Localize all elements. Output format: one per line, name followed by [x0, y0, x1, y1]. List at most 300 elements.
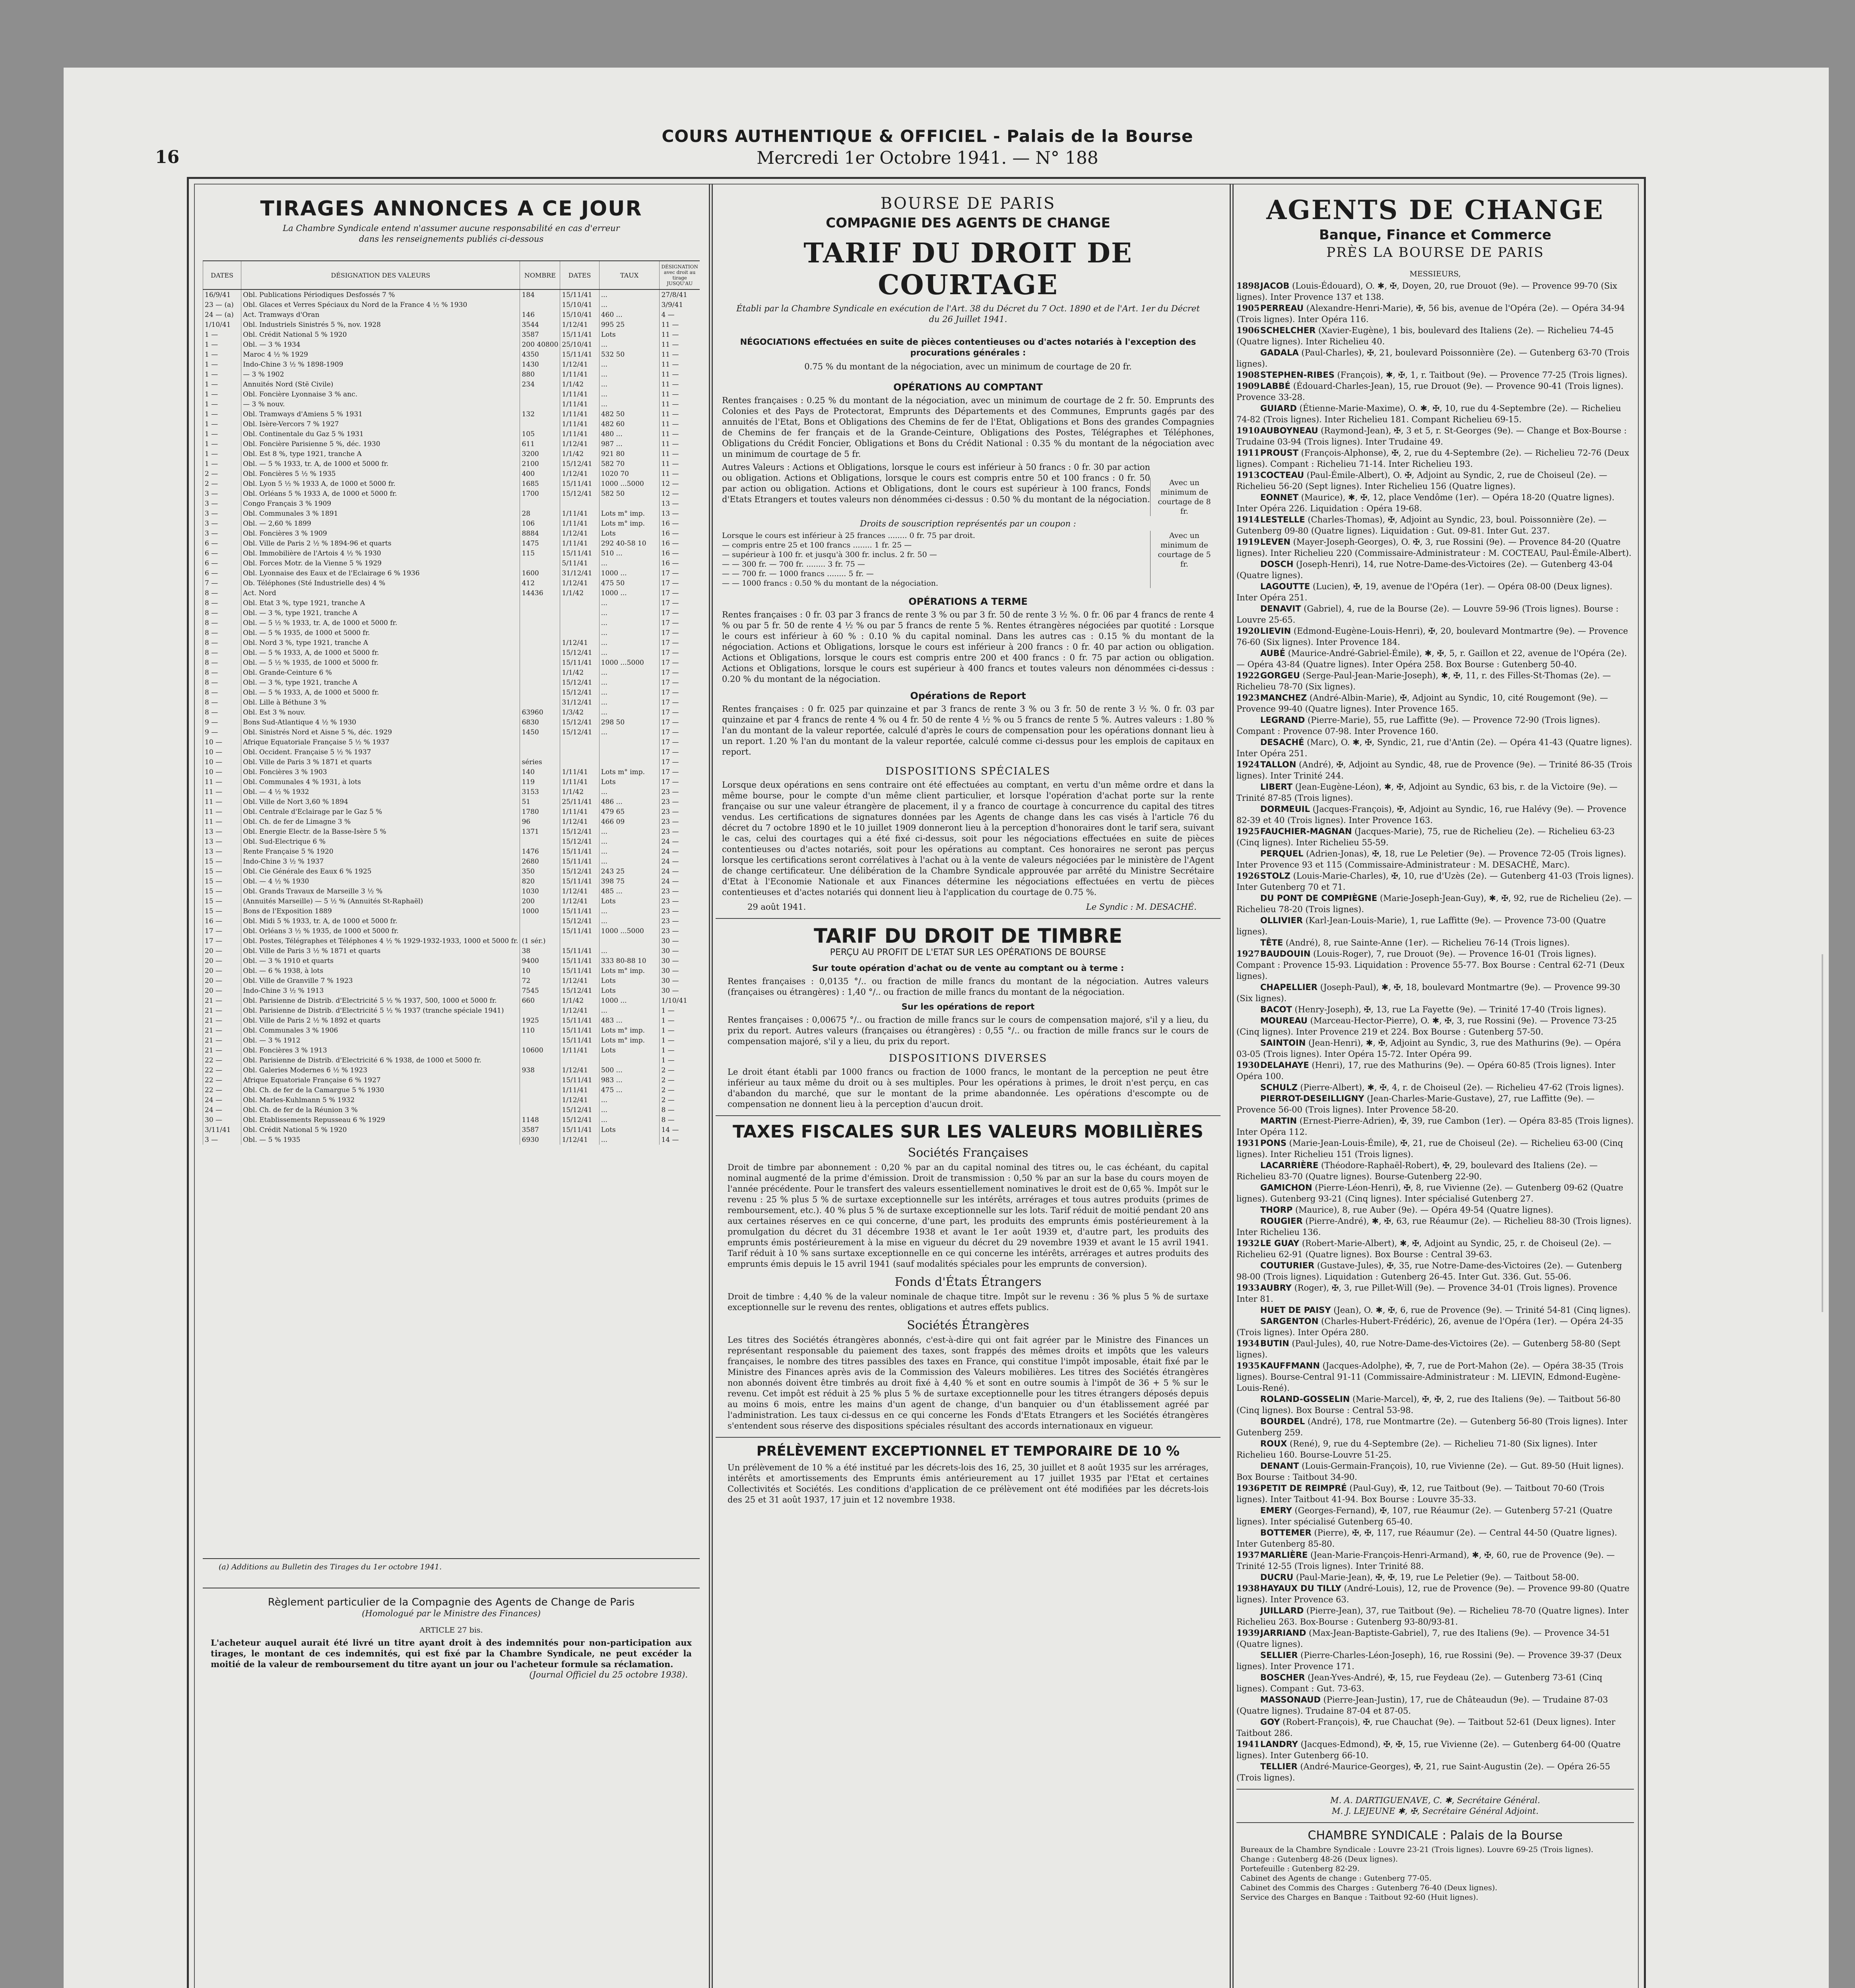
- row-date: 30 —: [203, 1115, 241, 1125]
- agent-name: BOSCHER: [1260, 1673, 1305, 1682]
- row-taux: 482 50: [599, 409, 660, 419]
- agent-details: (Jean-Yves-André), ✠, 15, rue Feydeau (2e). — Gutenberg 73-61 (Cinq lignes). Compant : Gut. 73-63.: [1236, 1673, 1603, 1693]
- row-designation: Obl. Ville de Granville 7 % 1923: [241, 976, 520, 986]
- row-taux: 298 50: [599, 717, 660, 727]
- row-remb-date: 1/12/41: [560, 1135, 599, 1145]
- table-row: [203, 906, 700, 916]
- agent-entry: [1236, 369, 1634, 381]
- agent-details: (André-Albin-Marie), ✠, Adjoint au Syndic, 10, cité Rougemont (9e). — Provence 99-40 (Quatre lignes). Inter Provence 165.: [1236, 693, 1608, 714]
- timbre-title: TARIF DU DROIT DE TIMBRE: [813, 924, 1123, 947]
- row-remb-date: [560, 936, 599, 946]
- agent-year: 1932: [1236, 1238, 1260, 1248]
- row-date: 6 —: [203, 548, 241, 558]
- row-taux: Lots: [599, 330, 660, 340]
- agent-year: 1909: [1236, 381, 1260, 391]
- row-remb-date: 1/12/41: [560, 638, 599, 648]
- row-nombre: [520, 618, 560, 628]
- agent-name: DOSCH: [1260, 559, 1294, 569]
- table-row: [203, 1065, 700, 1075]
- col-nombre: NOMBRE: [520, 261, 560, 289]
- row-nombre: 63960: [520, 707, 560, 717]
- page-title: COURS AUTHENTIQUE & OFFICIEL - Palais de la Bourse: [662, 126, 1193, 146]
- row-taux: ...: [599, 1115, 660, 1125]
- agent-details: (Edmond-Eugène-Louis-Henri), ✠, 20, boulevard Montmartre (9e). — Provence 76-60 (Six lignes). Inter Provence 184.: [1236, 626, 1628, 647]
- row-remb-date: 15/11/41: [560, 856, 599, 866]
- row-designation: Act. Nord: [241, 588, 520, 598]
- row-remb-date: 15/12/41: [560, 986, 599, 996]
- row-cotation: 30 —: [660, 976, 700, 986]
- agent-details: (Adrien-Jonas), ✠, 18, rue Le Peletier (9e). — Provence 72-05 (Trois lignes). Inter Provence 93 et 115 (Commissaire-Administrateur : M. DESACHÉ, Marc).: [1236, 849, 1626, 870]
- table-row: [203, 538, 700, 548]
- agent-details: (Lucien), ✠, 19, avenue de l'Opéra (1er). — Opéra 08-00 (Deux lignes). Inter Opéra 251.: [1236, 582, 1612, 602]
- agent-name: AUBOYNEAU: [1260, 426, 1318, 435]
- row-date: 15 —: [203, 876, 241, 886]
- agent-name: DESACHÉ: [1260, 738, 1304, 747]
- tirages-subtitle: La Chambre Syndicale entend n'assumer aucune responsabilité en cas d'erreur: [283, 223, 620, 233]
- agent-details: (Maurice), 8, rue Auber (9e). — Opéra 49-54 (Quatre lignes).: [1295, 1205, 1554, 1215]
- row-nombre: 3587: [520, 1125, 560, 1135]
- row-date: 8 —: [203, 618, 241, 628]
- row-remb-date: 15/11/41: [560, 846, 599, 856]
- row-nombre: 1700: [520, 489, 560, 499]
- agent-details: (Jean-Henri), ✱, ✠, Adjoint au Syndic, 3, rue des Mathurins (9e). — Opéra 03-05 (Trois lignes). Inter Opéra 15-72. Inter Opéra 99.: [1236, 1038, 1621, 1059]
- table-row: [203, 727, 700, 737]
- row-taux: 532 50: [599, 349, 660, 359]
- row-taux: ...: [599, 687, 660, 697]
- timbre-text: Rentes françaises : 0,0135 °/.. ou fraction de mille francs du montant de la négociation. Autres valeurs (françaises ou étrangères) : 1,40 °/.. ou fraction de mille francs du montant de la négociation.: [728, 977, 1209, 997]
- row-nombre: [520, 648, 560, 658]
- row-nombre: 1450: [520, 727, 560, 737]
- row-date: 20 —: [203, 986, 241, 996]
- row-taux: ...: [599, 638, 660, 648]
- row-date: 6 —: [203, 558, 241, 568]
- row-date: 11 —: [203, 777, 241, 787]
- table-row: [203, 1115, 700, 1125]
- row-date: 22 —: [203, 1085, 241, 1095]
- table-row: [203, 648, 700, 658]
- row-remb-date: 15/12/41: [560, 866, 599, 876]
- row-designation: Obl. — 5 ½ % 1935, de 1000 et 5000 fr.: [241, 658, 520, 668]
- row-taux: ...: [599, 697, 660, 707]
- row-nombre: 3200: [520, 449, 560, 459]
- row-date: 23 — (a): [203, 300, 241, 310]
- row-taux: ...: [599, 787, 660, 797]
- row-nombre: 1430: [520, 359, 560, 369]
- agent-entry: [1236, 1305, 1634, 1316]
- row-remb-date: 15/11/41: [560, 349, 599, 359]
- row-nombre: 1475: [520, 538, 560, 548]
- agent-details: (André), ✠, Adjoint au Syndic, 48, rue de Provence (9e). — Trinité 86-35 (Trois lignes). Inter Trinité 244.: [1236, 760, 1632, 780]
- row-nombre: 119: [520, 777, 560, 787]
- agents-title: AGENTS DE CHANGE: [1266, 194, 1604, 225]
- agent-name: EONNET: [1260, 493, 1299, 502]
- table-row: [203, 956, 700, 966]
- row-cotation: 23 —: [660, 817, 700, 827]
- row-cotation: 17 —: [660, 588, 700, 598]
- row-date: 17 —: [203, 936, 241, 946]
- row-cotation: 16 —: [660, 528, 700, 538]
- row-designation: Bons de l'Exposition 1889: [241, 906, 520, 916]
- row-nombre: 350: [520, 866, 560, 876]
- row-cotation: 14 —: [660, 1125, 700, 1135]
- agent-entry: [1236, 826, 1634, 848]
- row-cotation: 11 —: [660, 439, 700, 449]
- row-remb-date: 1/12/41: [560, 896, 599, 906]
- row-cotation: 16 —: [660, 538, 700, 548]
- col-remb-dates: DATES: [560, 261, 599, 289]
- agent-details: (François), ✱, ✠, 1, r. Taitbout (9e). — Provence 77-25 (Trois lignes).: [1337, 370, 1628, 380]
- table-row: [203, 707, 700, 717]
- row-designation: Obl. — 4 ½ % 1932: [241, 787, 520, 797]
- col-dates: DATES: [203, 261, 241, 289]
- row-taux: ...: [599, 1135, 660, 1145]
- row-taux: Lots: [599, 777, 660, 787]
- row-remb-date: 15/12/41: [560, 1115, 599, 1125]
- row-remb-date: 1/11/41: [560, 509, 599, 518]
- row-designation: Obl. Tramways d'Amiens 5 % 1931: [241, 409, 520, 419]
- row-date: 1 —: [203, 459, 241, 469]
- row-date: 2 —: [203, 479, 241, 489]
- row-cotation: 11 —: [660, 459, 700, 469]
- row-nombre: [520, 737, 560, 747]
- agent-name: LEGRAND: [1260, 715, 1305, 725]
- agent-details: (Robert-Marie-Albert), ✱, ✠, Adjoint au Syndic, 25, r. de Choiseul (2e). — Richelieu 62-91 (Quatre lignes). Box Bourse : Central 39-63.: [1236, 1239, 1612, 1259]
- row-date: 10 —: [203, 757, 241, 767]
- row-cotation: 1 —: [660, 1045, 700, 1055]
- row-taux: 460 ...: [599, 310, 660, 320]
- row-taux: 482 60: [599, 419, 660, 429]
- row-nombre: [520, 558, 560, 568]
- row-designation: Rente Française 5 % 1920: [241, 846, 520, 856]
- row-taux: 466 09: [599, 817, 660, 827]
- row-designation: Obl. Isère-Vercors 7 % 1927: [241, 419, 520, 429]
- table-row: [203, 449, 700, 459]
- row-cotation: 17 —: [660, 628, 700, 638]
- table-row: [203, 608, 700, 618]
- agent-name: JUILLARD: [1260, 1606, 1304, 1615]
- droits-line: — — 700 fr. — 1000 francs ........ 5 fr. —: [722, 569, 874, 578]
- row-cotation: 17 —: [660, 578, 700, 588]
- table-row: [203, 866, 700, 876]
- row-remb-date: 1/11/41: [560, 807, 599, 817]
- row-nombre: 105: [520, 429, 560, 439]
- agent-name: LANDRY: [1260, 1740, 1298, 1749]
- row-cotation: 8 —: [660, 1115, 700, 1125]
- row-date: 8 —: [203, 668, 241, 678]
- row-cotation: 13 —: [660, 499, 700, 509]
- table-row: [203, 946, 700, 956]
- agent-entry: [1236, 1460, 1634, 1483]
- row-designation: Obl. Ch. de fer de Limagne 3 %: [241, 817, 520, 827]
- row-nombre: 660: [520, 996, 560, 1006]
- agent-entry: [1236, 347, 1634, 369]
- row-date: 10 —: [203, 737, 241, 747]
- agent-name: CHAPELLIER: [1260, 982, 1318, 992]
- row-nombre: 2680: [520, 856, 560, 866]
- column-divider: [709, 184, 710, 1988]
- row-cotation: 4 —: [660, 310, 700, 320]
- agent-year: 1908: [1236, 370, 1260, 380]
- row-taux: 243 25: [599, 866, 660, 876]
- row-nombre: 96: [520, 817, 560, 827]
- agent-details: (André-Maurice-Georges), ✠, 21, rue Saint-Augustin (2e). — Opéra 26-55 (Trois lignes).: [1236, 1762, 1611, 1782]
- row-date: 15 —: [203, 856, 241, 866]
- row-remb-date: 1/1/42: [560, 787, 599, 797]
- row-cotation: 11 —: [660, 449, 700, 459]
- row-date: 16/9/41: [203, 289, 241, 300]
- agent-entry: [1236, 893, 1634, 915]
- agent-name: LIEVIN: [1260, 626, 1291, 636]
- row-date: 1 —: [203, 429, 241, 439]
- row-remb-date: 1/1/42: [560, 379, 599, 389]
- agent-name: MASSONAUD: [1260, 1695, 1321, 1705]
- row-designation: Obl. Ch. de fer de la Réunion 3 %: [241, 1105, 520, 1115]
- tirages-column: [203, 189, 700, 1988]
- agent-name: DENAVIT: [1260, 604, 1301, 613]
- agent-year: 1941: [1236, 1739, 1260, 1749]
- row-taux: ...: [599, 707, 660, 717]
- agent-entry: [1236, 670, 1634, 692]
- agent-entry: [1236, 1360, 1634, 1394]
- agent-entry: [1236, 470, 1634, 492]
- row-nombre: 1600: [520, 568, 560, 578]
- agent-details: (Louis-Germain-François), 10, rue Vivienne (2e). — Gut. 89-50 (Huit lignes). Box Bourse : Taitbout 34-90.: [1236, 1461, 1624, 1482]
- agent-year: 1920: [1236, 626, 1260, 636]
- row-nombre: [520, 747, 560, 757]
- agent-year: 1926: [1236, 871, 1260, 881]
- row-taux: ...: [599, 608, 660, 618]
- agent-name: HUET DE PAISY: [1260, 1305, 1331, 1315]
- row-cotation: 17 —: [660, 757, 700, 767]
- row-date: 15 —: [203, 896, 241, 906]
- agent-name: SAINTOIN: [1260, 1038, 1306, 1048]
- agent-details: (Paul-Guy), ✠, 12, rue Taitbout (9e). — Taitbout 70-60 (Trois lignes). Inter Taitbout 41-94. Box Bourse : Louvre 35-33.: [1236, 1483, 1605, 1504]
- row-date: 3 —: [203, 499, 241, 509]
- row-remb-date: 15/12/41: [560, 489, 599, 499]
- row-date: 7 —: [203, 578, 241, 588]
- row-cotation: 23 —: [660, 827, 700, 837]
- row-remb-date: [560, 737, 599, 747]
- row-nombre: 38: [520, 946, 560, 956]
- table-row: [203, 678, 700, 687]
- agent-details: (René), 9, rue du 4-Septembre (2e). — Richelieu 71-80 (Six lignes). Inter Richelieu 160. Bourse-Louvre 51-25.: [1236, 1439, 1597, 1460]
- agent-year: 1922: [1236, 670, 1260, 680]
- agent-entry: [1236, 1483, 1634, 1505]
- agent-entry: [1236, 1093, 1634, 1115]
- droits-line: — — 1000 francs : 0.50 % du montant de la négociation.: [722, 579, 938, 588]
- agent-entry: [1236, 1583, 1634, 1605]
- table-row: [203, 628, 700, 638]
- row-designation: Obl. Foncières 3 % 1909: [241, 528, 520, 538]
- agent-name: STEPHEN-RIBES: [1260, 370, 1335, 380]
- table-row: [203, 349, 700, 359]
- table-row: [203, 668, 700, 678]
- row-taux: Lots m° imp.: [599, 767, 660, 777]
- row-remb-date: 15/12/41: [560, 459, 599, 469]
- agent-year: 1905: [1236, 303, 1260, 313]
- row-remb-date: [560, 618, 599, 628]
- agent-year: 1935: [1236, 1361, 1260, 1371]
- table-row: [203, 588, 700, 598]
- row-date: 1 —: [203, 409, 241, 419]
- row-taux: 1000 ...: [599, 588, 660, 598]
- minimum-5-note: Avec un minimum de courtage de 5 fr.: [1150, 531, 1214, 588]
- row-date: 8 —: [203, 687, 241, 697]
- row-remb-date: 15/12/41: [560, 678, 599, 687]
- table-row: [203, 687, 700, 697]
- agent-details: (Louis-Roger), 7, rue Drouot (9e). — Provence 16-01 (Trois lignes). Compant : Provence 15-93. Liquidation : Provence 55-77. Box Bourse : Central 62-71 (Deux lignes).: [1236, 949, 1625, 981]
- agent-year: 1925: [1236, 826, 1260, 836]
- row-remb-date: 1/1/42: [560, 449, 599, 459]
- row-remb-date: 1/12/41: [560, 1006, 599, 1015]
- courtage-column: [716, 189, 1220, 1988]
- agent-details: (Max-Jean-Baptiste-Gabriel), 7, rue des Italiens (9e). — Provence 34-51 (Quatre lignes).: [1236, 1628, 1611, 1649]
- fonds-etats-heading: Fonds d'États Étrangers: [895, 1275, 1042, 1289]
- table-row: [203, 986, 700, 996]
- bourse-label: BOURSE DE PARIS: [880, 194, 1056, 213]
- row-nombre: 28: [520, 509, 560, 518]
- row-nombre: [520, 419, 560, 429]
- agent-year: 1931: [1236, 1138, 1260, 1148]
- row-date: 20 —: [203, 956, 241, 966]
- table-row: [203, 429, 700, 439]
- agent-entry: [1236, 1060, 1634, 1082]
- row-date: 11 —: [203, 807, 241, 817]
- row-taux: ...: [599, 827, 660, 837]
- agent-entry: [1236, 1037, 1634, 1060]
- prelevement-title: PRÉLÈVEMENT EXCEPTIONNEL ET TEMPORAIRE DE 10 %: [756, 1443, 1180, 1459]
- agent-name: PETIT DE REIMPRÉ: [1260, 1483, 1347, 1493]
- row-nombre: [520, 638, 560, 648]
- agent-entry: [1236, 1549, 1634, 1572]
- row-taux: 480 ...: [599, 429, 660, 439]
- agent-details: (Pierre-Jean-Justin), 17, rue de Châteaudun (9e). — Trudaine 87-03 (Quatre lignes). Trudaine 87-04 et 87-05.: [1236, 1695, 1608, 1716]
- agent-entry: [1236, 982, 1634, 1004]
- row-date: 21 —: [203, 1015, 241, 1025]
- agent-name: LE GUAY: [1260, 1239, 1300, 1248]
- agent-entry: [1236, 1316, 1634, 1338]
- row-date: 15 —: [203, 866, 241, 876]
- agent-name: DU PONT DE COMPIÈGNE: [1260, 893, 1378, 903]
- row-remb-date: [560, 598, 599, 608]
- agent-details: (Paul-Charles), ✠, 21, boulevard Poissonnière (2e). — Gutenberg 63-70 (Trois lignes).: [1236, 348, 1630, 369]
- row-cotation: 23 —: [660, 787, 700, 797]
- agent-name: ROLAND-GOSSELIN: [1260, 1394, 1350, 1404]
- row-taux: 292 40-58 10: [599, 538, 660, 548]
- row-nombre: 3153: [520, 787, 560, 797]
- row-designation: Obl. — 3 % 1934: [241, 340, 520, 349]
- row-designation: Obl. Marles-Kuhlmann 5 % 1932: [241, 1095, 520, 1105]
- agent-year: 1936: [1236, 1483, 1260, 1493]
- agent-entry: [1236, 1138, 1634, 1160]
- table-row: [203, 578, 700, 588]
- agent-name: FAUCHIER-MAGNAN: [1260, 827, 1352, 836]
- row-designation: (Annuités Marseille) — 5 ½ % (Annuités St-Raphaël): [241, 896, 520, 906]
- row-designation: Maroc 4 ½ % 1929: [241, 349, 520, 359]
- row-taux: ...: [599, 389, 660, 399]
- dispositions-text: Lorsque deux opérations en sens contraire ont été effectuées au comptant, en vertu d'un même ordre et dans la même bourse, pour le compte d'un même client particulier, et lorsque l'opération d'achat porte sur la rente française ou sur une valeur étrangère de placement, il y a franco de courtage à concurrence du capital des titres vendus. Les certifications de signatures données par les Agents de change dans les cas visés à l'article 76 du décret du 7 octobre 1890 et le 10 juillet 1909 donneront lieu à la perception d'honoraires dont le tarif sera, suivant le cas, celui des courtages qui a été fixé ci-dessus, soit pour les négociations effectuées en suite de pièces contentieuses ou d'actes notariés, soit pour les opérations au comptant. Ces honoraires ne seront pas perçus lorsque les certifications seront corrélatives à l'achat ou à la vente de valeurs négociées par le ministère de l'Agent de change certificateur. Une délibération de la Chambre Syndicale approuvée par arrêté du Ministre Secrétaire d'Etat à l'Economie Nationale et aux Finances détermine les négociations effectuées en vertu de pièces contentieuses et d'actes notariés qui donnent lieu à l'application du courtage de 0.75 %.: [722, 780, 1214, 897]
- agent-name: PROUST: [1260, 448, 1298, 458]
- agent-entry: [1236, 1416, 1634, 1438]
- row-cotation: 1 —: [660, 1006, 700, 1015]
- row-remb-date: 1/1/42: [560, 588, 599, 598]
- table-row: [203, 658, 700, 668]
- row-designation: Obl. — 5 % 1933, A, de 1000 et 5000 fr.: [241, 687, 520, 697]
- droits-line: — compris entre 25 et 100 francs ........ 1 fr. 25 —: [722, 541, 912, 549]
- agent-name: STOLZ: [1260, 871, 1290, 881]
- agent-name: LIBERT: [1260, 782, 1293, 792]
- row-cotation: 23 —: [660, 807, 700, 817]
- agent-details: (Pierre-Charles-Léon-Joseph), 16, rue Rossini (9e). — Provence 39-37 (Deux lignes). Inter Provence 171.: [1236, 1650, 1622, 1671]
- row-nombre: 6930: [520, 1135, 560, 1145]
- agent-name: EMERY: [1260, 1506, 1292, 1515]
- row-designation: Obl. — 6 % 1938, à lots: [241, 966, 520, 976]
- row-nombre: [520, 658, 560, 668]
- agent-entry: [1236, 1160, 1634, 1182]
- table-row: [203, 976, 700, 986]
- row-designation: Obl. Est 8 %, type 1921, tranche A: [241, 449, 520, 459]
- row-remb-date: 15/11/41: [560, 658, 599, 668]
- agent-name: MARLIÈRE: [1260, 1550, 1308, 1560]
- agents-column: [1236, 189, 1634, 1988]
- column-divider: [1230, 184, 1231, 1988]
- agent-name: THORP: [1260, 1205, 1293, 1215]
- row-nombre: 115: [520, 548, 560, 558]
- row-nombre: 2100: [520, 459, 560, 469]
- row-designation: — 3 % nouv.: [241, 399, 520, 409]
- agent-entry: [1236, 1761, 1634, 1783]
- row-cotation: 11 —: [660, 340, 700, 349]
- row-remb-date: 15/11/41: [560, 876, 599, 886]
- row-remb-date: 1/3/42: [560, 707, 599, 717]
- agent-entry: [1236, 1015, 1634, 1037]
- agent-details: (Marie-Jean-Louis-Émile), ✠, 21, rue de Choiseul (2e). — Richelieu 63-00 (Cinq lignes). Inter Richelieu 151 (Trois lignes).: [1236, 1138, 1623, 1159]
- report-heading: Opérations de Report: [910, 690, 1026, 701]
- table-row: [203, 320, 700, 330]
- table-row: [203, 340, 700, 349]
- row-date: 24 —: [203, 1095, 241, 1105]
- agent-details: (Théodore-Raphaël-Robert), ✠, 29, boulevard des Italiens (2e). — Richelieu 83-70 (Quatre lignes). Bourse-Gutenberg 22-90.: [1236, 1161, 1598, 1181]
- row-cotation: 30 —: [660, 946, 700, 956]
- row-nombre: 132: [520, 409, 560, 419]
- row-nombre: 10: [520, 966, 560, 976]
- row-remb-date: 15/11/41: [560, 906, 599, 916]
- column-divider: [712, 184, 713, 1988]
- row-nombre: 1925: [520, 1015, 560, 1025]
- table-row: [203, 618, 700, 628]
- row-taux: 1020 70: [599, 469, 660, 479]
- agent-details: (Pierre), ✠, ✠, 117, rue Réaumur (2e). — Central 44-50 (Quatre lignes). Inter Gutenberg 85-80.: [1236, 1528, 1617, 1549]
- row-cotation: 1 —: [660, 1035, 700, 1045]
- table-row: [203, 787, 700, 797]
- table-row: [203, 638, 700, 648]
- row-remb-date: 15/12/41: [560, 717, 599, 727]
- row-taux: Lots: [599, 986, 660, 996]
- row-designation: Obl. Nord 3 %, type 1921, tranche A: [241, 638, 520, 648]
- row-designation: Bons Sud-Atlantique 4 ½ % 1930: [241, 717, 520, 727]
- row-cotation: 24 —: [660, 846, 700, 856]
- row-remb-date: 15/12/41: [560, 648, 599, 658]
- row-date: 8 —: [203, 628, 241, 638]
- agent-details: (Jacques-Marie), 75, rue de Richelieu (2e). — Richelieu 63-23 (Cinq lignes). Inter Richelieu 55-59.: [1236, 827, 1615, 847]
- row-date: 8 —: [203, 598, 241, 608]
- agent-entry: [1236, 1716, 1634, 1739]
- dispositions-heading: DISPOSITIONS SPÉCIALES: [885, 765, 1051, 777]
- row-taux: Lots m° imp.: [599, 1025, 660, 1035]
- row-date: 8 —: [203, 678, 241, 687]
- terme-text: Rentes françaises : 0 fr. 03 par 3 francs de rente 3 % ou par 3 fr. 50 de rente 3 ½ %. 0 fr. 06 par 4 francs de rente 4 % ou par 5 fr. 50 de rente 4 ½ % ou par 5 francs de rente 5 %. Rentes étrangères négociées par quotité : Lorsque le cours est inférieur à 60 % : 0.10 % du capital nominal. Dans les autres cas : 0.15 % du montant de la négociation. Actions et Obligations, lorsque le cours est inférieur à 200 francs : 0 fr. 40 par action ou obligation. Actions et Obligations, lorsque le cours est compris entre 200 et 400 francs : 0 fr. 75 par action ou obligation. Actions et Obligations, lorsque le cours est supérieur à 400 francs et toutes valeurs non dénommées ci-dessus : 0.20 % du montant de la négociation.: [722, 610, 1214, 684]
- row-designation: Obl. — 3 %, type 1921, tranche A: [241, 678, 520, 687]
